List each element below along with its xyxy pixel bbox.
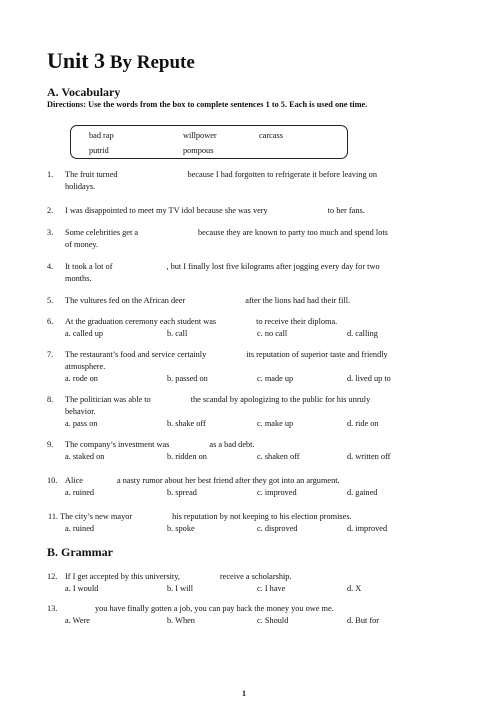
section-a-heading: A. Vocabulary <box>47 85 121 99</box>
option-a[interactable]: a. pass on <box>65 419 98 428</box>
question-text: If I get accepted by this university, receive a scholarship. <box>65 572 292 581</box>
option-c[interactable]: c. make up <box>257 419 294 428</box>
question-number: 7. <box>47 350 54 359</box>
section-b-heading: B. Grammar <box>47 545 113 559</box>
option-c[interactable]: c. Should <box>257 616 289 625</box>
option-c[interactable]: c. made up <box>257 374 294 383</box>
option-d[interactable]: d. improved <box>347 524 388 533</box>
question-number: 9. <box>47 440 54 449</box>
option-d[interactable]: d. written off <box>347 452 391 461</box>
question-number: 6. <box>47 317 54 326</box>
option-d[interactable]: d. gained <box>347 488 378 497</box>
question-text-continued: holidays. <box>65 182 96 191</box>
option-b[interactable]: b. call <box>167 329 188 338</box>
option-b[interactable]: b. I will <box>167 584 194 593</box>
page-number: 1 <box>242 689 246 698</box>
question-text-continued: behavior. <box>65 407 96 416</box>
option-d[interactable]: d. But for <box>347 616 380 625</box>
question-text: It took a lot of , but I finally lost five kilograms after jogging every day for two <box>65 262 380 271</box>
question-text: Some celebrities get a because they are known to party too much and spend lots <box>65 228 388 237</box>
question-number: 4. <box>47 262 54 271</box>
option-c[interactable]: c. no call <box>257 329 288 338</box>
question-text: At the graduation ceremony each student was to receive their diploma. <box>65 317 338 326</box>
page-title <box>47 50 195 72</box>
question-text: you have finally gotten a job, you can pay back the money you owe me. <box>95 604 334 613</box>
question-text: The company’s investment was as a bad debt. <box>65 440 255 449</box>
question-text: 11. The city’s new mayor his reputation by not keeping to his election promises. <box>48 512 352 521</box>
question-number: 1. <box>47 170 54 179</box>
question-number: 2. <box>47 206 54 215</box>
question-text-continued: of money. <box>65 240 99 249</box>
answer-options <box>0 524 496 536</box>
option-b[interactable]: b. When <box>167 616 195 625</box>
option-a[interactable]: a. rode on <box>65 374 98 383</box>
question-number: 10. <box>47 476 58 485</box>
question-text: I was disappointed to meet my TV idol because she was very to her fans. <box>65 206 365 215</box>
unit-topic: By Repute <box>105 52 195 73</box>
word-box-item: carcass <box>259 131 283 140</box>
section-a-directions: Directions: Use the words from the box to complete sentences 1 to 5. Each is used one time. <box>47 100 368 109</box>
word-box-item: putrid <box>89 146 109 155</box>
word-box-item: pompous <box>183 146 214 155</box>
option-b[interactable]: b. spoke <box>167 524 195 533</box>
option-c[interactable]: c. I have <box>257 584 286 593</box>
option-a[interactable]: a. ruined <box>65 488 95 497</box>
option-a[interactable]: a. I would <box>65 584 99 593</box>
option-a[interactable]: a. Were <box>65 616 90 625</box>
option-c[interactable]: c. improved <box>257 488 297 497</box>
answer-options <box>0 419 496 431</box>
answer-options <box>0 488 496 500</box>
option-b[interactable]: b. shake off <box>167 419 206 428</box>
option-d[interactable]: d. lived up to <box>347 374 391 383</box>
question-number: 5. <box>47 296 54 305</box>
question-text-continued: atmosphere. <box>65 362 106 371</box>
option-b[interactable]: b. spread <box>167 488 197 497</box>
option-d[interactable]: d. X <box>347 584 362 593</box>
question-text-continued: months. <box>65 274 92 283</box>
answer-options <box>0 452 496 464</box>
question-number: 8. <box>47 395 54 404</box>
option-b[interactable]: b. ridden on <box>167 452 207 461</box>
answer-options <box>0 616 496 628</box>
option-c[interactable]: c. disproved <box>257 524 298 533</box>
option-b[interactable]: b. passed on <box>167 374 208 383</box>
question-text: The vultures fed on the African deer after the lions had had their fill. <box>65 296 351 305</box>
option-c[interactable]: c. shaken off <box>257 452 300 461</box>
answer-options <box>0 374 496 386</box>
question-text: Alice a nasty rumor about her best friend after they got into an argument. <box>65 476 340 485</box>
answer-options <box>0 584 496 596</box>
question-text: The fruit turned because I had forgotten to refrigerate it before leaving on <box>65 170 377 179</box>
question-text: The politician was able to the scandal by apologizing to the public for his unruly <box>65 395 371 404</box>
word-box-item: bad rap <box>89 131 114 140</box>
answer-options <box>0 329 496 341</box>
option-d[interactable]: d. ride on <box>347 419 379 428</box>
unit-label: Unit 3 <box>47 48 106 73</box>
question-number: 13. <box>47 604 58 613</box>
option-a[interactable]: a. ruined <box>65 524 95 533</box>
word-box-item: willpower <box>183 131 217 140</box>
option-a[interactable]: a. called up <box>65 329 104 338</box>
question-number: 12. <box>47 572 58 581</box>
question-text: The restaurant’s food and service certainly its reputation of superior taste and friendly <box>65 350 388 359</box>
option-d[interactable]: d. calling <box>347 329 378 338</box>
option-a[interactable]: a. staked on <box>65 452 105 461</box>
question-number: 3. <box>47 228 54 237</box>
